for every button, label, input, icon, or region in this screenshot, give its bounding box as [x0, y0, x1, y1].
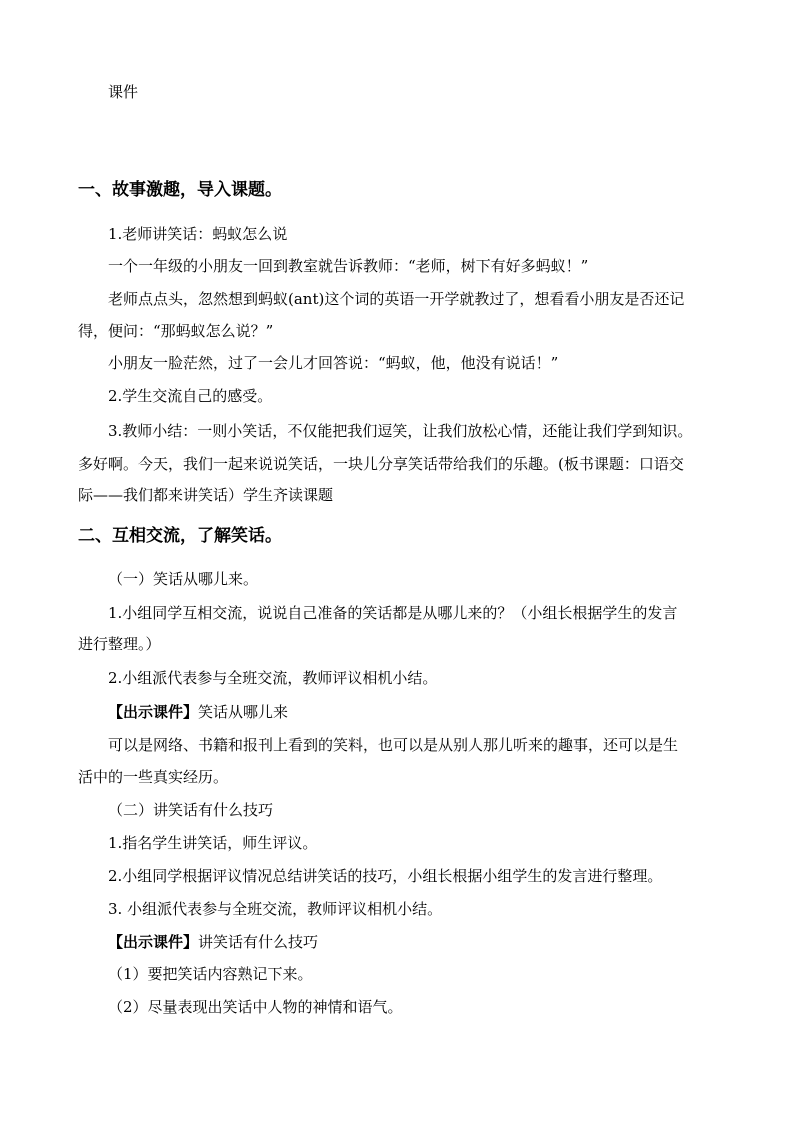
tip-1: （1）要把笑话内容熟记下来。 — [108, 965, 313, 983]
subsection-1-title: （一）笑话从哪儿来。 — [108, 570, 259, 588]
subsection-2-title: （二）讲笑话有什么技巧 — [108, 801, 274, 819]
show-slide-1 — [108, 702, 288, 722]
show-slide-2 — [108, 932, 318, 952]
show-slide-1-text: 笑话从哪儿来 — [198, 703, 289, 721]
subsection-1-item-1-line2: 进行整理。） — [78, 635, 161, 653]
section2-heading: 二、互相交流，了解笑话。 — [78, 526, 282, 546]
subsection-1-item-1-line1: 1.小组同学互相交流，说说自己准备的笑话都是从哪儿来的？（小组长根据学生的发言 — [108, 604, 678, 622]
section1-item-2: 2.学生交流自己的感受。 — [108, 387, 273, 405]
section1-item-3-line1: 3.教师小结：一则小笑话，不仅能把我们逗笑，让我们放松心情，还能让我们学到知识。 — [108, 422, 693, 440]
subsection-2-item-3: 3. 小组派代表参与全班交流，教师评议相机小结。 — [108, 900, 443, 918]
section1-paragraph-3-line1: 老师点点头，忽然想到蚂蚁(ant)这个词的英语一开学就教过了，想看看小朋友是否还记 — [108, 290, 685, 308]
section1-item-3-line3: 际——我们都来讲笑话）学生齐读课题 — [78, 486, 334, 504]
subsection-2-item-2: 2.小组同学根据评议情况总结讲笑话的技巧，小组长根据小组学生的发言进行整理。 — [108, 867, 663, 885]
subsection-1-item-2: 2.小组派代表参与全班交流，教师评议相机小结。 — [108, 669, 438, 687]
answer-1-line2: 活中的一些真实经历。 — [78, 768, 229, 786]
section1-item-1: 1.老师讲笑话：蚂蚁怎么说 — [108, 225, 288, 243]
section1-paragraph-2: 一个一年级的小朋友一回到教室就告诉教师：“老师，树下有好多蚂蚁！” — [108, 257, 589, 275]
section1-paragraph-4: 小朋友一脸茫然，过了一会儿才回答说：“蚂蚁，他，他没有说话！” — [108, 354, 559, 372]
show-slide-2-text: 讲笑话有什么技巧 — [198, 933, 319, 951]
section1-item-3-line2: 多好啊。今天，我们一起来说说笑话，一块儿分享笑话带给我们的乐趣。(板书课题：口语交 — [78, 455, 684, 473]
section1-heading: 一、故事激趣，导入课题。 — [78, 180, 282, 200]
show-slide-2-tag: 【出示课件】 — [108, 933, 199, 951]
header-label: 课件 — [108, 83, 139, 101]
subsection-2-item-1: 1.指名学生讲笑话，师生评议。 — [108, 834, 318, 852]
section1-paragraph-3-line2: 得，便问：“那蚂蚁怎么说？” — [78, 322, 274, 340]
show-slide-1-tag: 【出示课件】 — [108, 703, 199, 721]
answer-1-line1: 可以是网络、书籍和报刊上看到的笑料，也可以是从别人那儿听来的趣事，还可以是生 — [108, 736, 679, 754]
tip-2: （2）尽量表现出笑话中人物的神情和语气。 — [108, 998, 403, 1016]
